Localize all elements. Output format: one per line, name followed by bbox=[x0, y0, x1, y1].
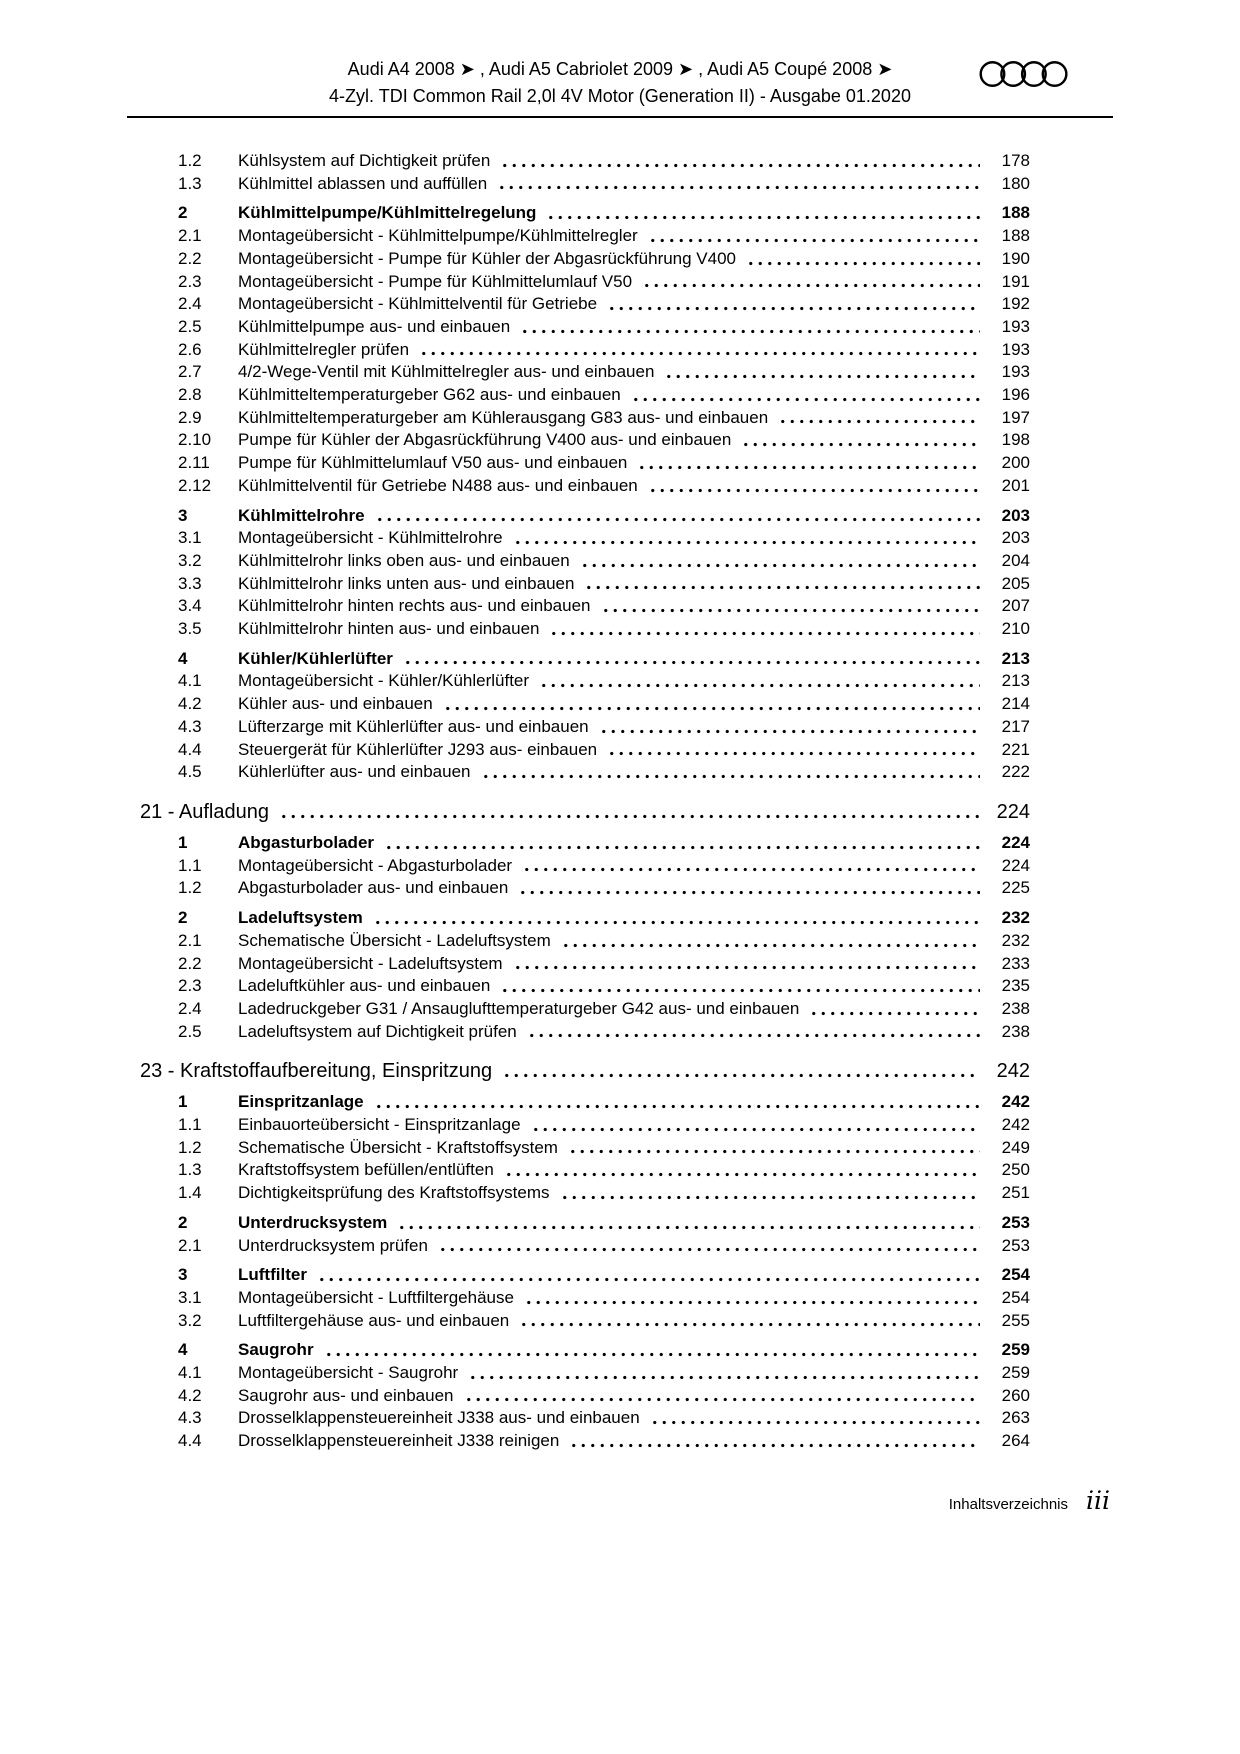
toc-entry-page: 217 bbox=[1001, 716, 1030, 736]
dot-leader bbox=[637, 452, 980, 475]
toc-entry-number: 3.4 bbox=[178, 596, 202, 616]
toc-entry-page: 180 bbox=[1001, 173, 1030, 193]
toc-entry-number: 2.3 bbox=[178, 271, 202, 291]
toc-entry-number: 2.5 bbox=[178, 316, 202, 336]
toc-chapter-row bbox=[140, 799, 1030, 825]
toc-row bbox=[178, 716, 1030, 739]
toc-entry-page: 251 bbox=[1001, 1183, 1030, 1203]
toc-entry-title: Luftfiltergehäuse aus- und einbauen bbox=[238, 1310, 510, 1330]
toc-row bbox=[178, 953, 1030, 976]
footer-label: Inhaltsverzeichnis bbox=[948, 1496, 1068, 1513]
toc-entry-page: 188 bbox=[1001, 203, 1030, 223]
toc-entry-number: 1 bbox=[178, 1092, 188, 1112]
toc-entry-title: 4/2-Wege-Ventil mit Kühlmittelregler aus- und einbauen bbox=[238, 362, 655, 382]
toc-chapter-title: 23 - Kraftstoffaufbereitung, Einspritzung bbox=[140, 1060, 493, 1083]
toc-entry-page: 210 bbox=[1001, 619, 1030, 639]
toc-entry-number: 4.3 bbox=[178, 1408, 202, 1428]
toc-entry-number: 4.1 bbox=[178, 671, 202, 691]
toc-entry-number: 2 bbox=[178, 203, 188, 223]
dot-leader bbox=[569, 1430, 980, 1453]
toc-row bbox=[178, 1339, 1030, 1362]
toc-entry-title: Dichtigkeitsprüfung des Kraftstoffsystems bbox=[238, 1183, 550, 1203]
toc-entry-page: 193 bbox=[1001, 316, 1030, 336]
toc-entry-title: Ladeluftsystem bbox=[238, 908, 363, 928]
dot-leader bbox=[502, 1058, 980, 1084]
toc-row bbox=[178, 1430, 1030, 1453]
dot-leader bbox=[601, 595, 981, 618]
toc-row bbox=[178, 907, 1030, 930]
toc-row bbox=[178, 1114, 1030, 1137]
toc-entry-title: Kühler aus- und einbauen bbox=[238, 694, 433, 714]
dot-leader bbox=[561, 930, 980, 953]
toc-row bbox=[178, 998, 1030, 1021]
toc-entry-number: 4 bbox=[178, 648, 188, 668]
dot-leader bbox=[664, 361, 980, 384]
dot-leader bbox=[809, 998, 980, 1021]
toc-row bbox=[178, 693, 1030, 716]
dot-leader bbox=[504, 1159, 980, 1182]
toc-entry-page: 225 bbox=[1001, 878, 1030, 898]
toc-row bbox=[178, 930, 1030, 953]
toc-entry-title: Kühlmittelventil für Getriebe N488 aus- und einbauen bbox=[238, 475, 638, 495]
toc-entry-number: 2 bbox=[178, 1212, 188, 1232]
toc-entry-number: 1.1 bbox=[178, 855, 202, 875]
toc-entry-number: 2.4 bbox=[178, 294, 202, 314]
toc-entry-title: Montageübersicht - Kühlmittelrohre bbox=[238, 528, 503, 548]
toc-entry-number: 2.5 bbox=[178, 1021, 202, 1041]
toc-entry-title: Montageübersicht - Pumpe für Kühlmittelumlauf V50 bbox=[238, 271, 633, 291]
dot-leader bbox=[375, 505, 980, 528]
toc-row bbox=[178, 339, 1030, 362]
toc-row bbox=[178, 595, 1030, 618]
toc-entry-title: Montageübersicht - Kühlmittelpumpe/Kühlmittelregler bbox=[238, 226, 638, 246]
toc-entry-page: 238 bbox=[1001, 998, 1030, 1018]
toc-entry-page: 204 bbox=[1001, 550, 1030, 570]
toc-entry-title: Einbauorteübersicht - Einspritzanlage bbox=[238, 1115, 521, 1135]
dot-leader bbox=[513, 527, 980, 550]
toc-row bbox=[178, 648, 1030, 671]
toc-entry-title: Montageübersicht - Abgasturbolader bbox=[238, 855, 513, 875]
toc-entry-page: 197 bbox=[1001, 407, 1030, 427]
toc-row bbox=[178, 452, 1030, 475]
dot-leader bbox=[607, 293, 980, 316]
toc-entry-page: 201 bbox=[1001, 475, 1030, 495]
toc-entry-page: 192 bbox=[1001, 294, 1030, 314]
toc-entry-page: 178 bbox=[1001, 151, 1030, 170]
toc-row bbox=[178, 429, 1030, 452]
toc-entry-number: 2.2 bbox=[178, 248, 202, 268]
dot-leader bbox=[778, 407, 980, 430]
toc-entry-number: 1.2 bbox=[178, 878, 202, 898]
toc-entry-title: Kühlmittelrohr links oben aus- und einbauen bbox=[238, 550, 570, 570]
dot-leader bbox=[374, 1091, 980, 1114]
footer-page-number: iii bbox=[1086, 1486, 1110, 1515]
toc-entry-title: Pumpe für Kühlmittelumlauf V50 aus- und einbauen bbox=[238, 453, 628, 473]
dot-leader bbox=[642, 271, 980, 294]
toc-entry-number: 3 bbox=[178, 1265, 188, 1285]
toc-entry-title: Kühlmittelpumpe aus- und einbauen bbox=[238, 316, 511, 336]
dot-leader bbox=[324, 1339, 980, 1362]
dot-leader bbox=[419, 339, 980, 362]
toc-entry-page: 250 bbox=[1001, 1160, 1030, 1180]
toc-entry-number: 4.3 bbox=[178, 716, 202, 736]
toc-entry-number: 2.10 bbox=[178, 430, 212, 450]
toc-entry-page: 264 bbox=[1001, 1431, 1030, 1451]
toc-entry-title: Luftfilter bbox=[238, 1265, 307, 1285]
toc-row bbox=[178, 361, 1030, 384]
toc-row bbox=[178, 293, 1030, 316]
toc-entry-page: 238 bbox=[1001, 1021, 1030, 1041]
toc-entry-title: Saugrohr aus- und einbauen bbox=[238, 1385, 454, 1405]
toc-entry-title: Drosselklappensteuereinheit J338 reinigen bbox=[238, 1431, 560, 1451]
dot-leader bbox=[650, 1407, 980, 1430]
toc-entry-title: Saugrohr bbox=[238, 1340, 314, 1360]
toc-entry-page: 259 bbox=[1001, 1363, 1030, 1383]
page-footer bbox=[949, 1486, 1110, 1515]
dot-leader bbox=[443, 693, 980, 716]
toc-entry-page: 203 bbox=[1001, 505, 1030, 525]
toc-entry-title: Montageübersicht - Kühler/Kühlerlüfter bbox=[238, 671, 530, 691]
toc-row bbox=[178, 1362, 1030, 1385]
toc-entry-number: 2.1 bbox=[178, 930, 202, 950]
toc-entry-number: 2.4 bbox=[178, 998, 202, 1018]
toc-entry-title: Unterdrucksystem prüfen bbox=[238, 1235, 428, 1255]
toc-row bbox=[178, 1091, 1030, 1114]
dot-leader bbox=[527, 1021, 980, 1044]
toc-entry-number: 3.3 bbox=[178, 573, 202, 593]
toc-chapter-title: 21 - Aufladung bbox=[140, 800, 269, 823]
toc-row bbox=[178, 271, 1030, 294]
toc-entry-page: 213 bbox=[1001, 648, 1030, 668]
toc-entry-title: Montageübersicht - Kühlmittelventil für Getriebe bbox=[238, 294, 598, 314]
toc-entry-page: 213 bbox=[1001, 671, 1030, 691]
toc-entry-page: 260 bbox=[1001, 1385, 1030, 1405]
toc-entry-page: 198 bbox=[1001, 430, 1030, 450]
toc-entry-title: Pumpe für Kühler der Abgasrückführung V400 aus- und einbauen bbox=[238, 430, 732, 450]
dot-leader bbox=[500, 975, 980, 998]
toc-entry-number: 2.9 bbox=[178, 407, 202, 427]
toc-entry-title: Montageübersicht - Saugrohr bbox=[238, 1363, 459, 1383]
toc-entry-number: 4.5 bbox=[178, 762, 202, 782]
toc-entry-title: Kraftstoffsystem befüllen/entlüften bbox=[238, 1160, 494, 1180]
dot-leader bbox=[384, 832, 980, 855]
toc-entry-page: 196 bbox=[1001, 385, 1030, 405]
toc-entry-title: Kühlsystem auf Dichtigkeit prüfen bbox=[238, 151, 491, 170]
toc-entry-page: 193 bbox=[1001, 362, 1030, 382]
dot-leader bbox=[468, 1362, 980, 1385]
dot-leader bbox=[397, 1212, 980, 1235]
toc-row bbox=[178, 855, 1030, 878]
toc-entry-title: Kühlmittel ablassen und auffüllen bbox=[238, 173, 488, 193]
toc-entry-number: 4.1 bbox=[178, 1363, 202, 1383]
toc-entry-number: 1.1 bbox=[178, 1115, 202, 1135]
toc-entry-title: Ladedruckgeber G31 / Ansauglufttemperaturgeber G42 aus- und einbauen bbox=[238, 998, 800, 1018]
dot-leader bbox=[560, 1182, 981, 1205]
toc-entry-page: 224 bbox=[1001, 832, 1030, 852]
dot-leader bbox=[279, 799, 980, 825]
toc-row bbox=[178, 573, 1030, 596]
toc-entry-title: Ladeluftkühler aus- und einbauen bbox=[238, 976, 491, 996]
toc-row bbox=[178, 173, 1030, 196]
toc-entry-page: 253 bbox=[1001, 1235, 1030, 1255]
toc-entry-page: 259 bbox=[1001, 1340, 1030, 1360]
dot-leader bbox=[549, 618, 980, 641]
toc-entry-number: 3.1 bbox=[178, 1287, 202, 1307]
toc-entry-number: 2.12 bbox=[178, 475, 212, 495]
dot-leader bbox=[746, 248, 980, 271]
toc-entry-title: Montageübersicht - Ladeluftsystem bbox=[238, 953, 503, 973]
toc-entry-number: 4.4 bbox=[178, 739, 202, 759]
dot-leader bbox=[524, 1287, 980, 1310]
audi-rings-icon bbox=[976, 58, 1072, 90]
toc-entry-title: Ladeluftsystem auf Dichtigkeit prüfen bbox=[238, 1021, 517, 1041]
toc-row bbox=[178, 618, 1030, 641]
toc-entry-title: Lüfterzarge mit Kühlerlüfter aus- und einbauen bbox=[238, 716, 589, 736]
toc-row bbox=[178, 1182, 1030, 1205]
toc-row bbox=[178, 527, 1030, 550]
toc-entry-number: 3.2 bbox=[178, 550, 202, 570]
toc-row bbox=[178, 475, 1030, 498]
dot-leader bbox=[518, 877, 980, 900]
dot-leader bbox=[580, 550, 980, 573]
toc-row bbox=[178, 1235, 1030, 1258]
toc-list bbox=[140, 150, 1030, 1453]
toc-entry-number: 4.4 bbox=[178, 1431, 202, 1451]
page-header bbox=[127, 56, 1113, 110]
toc-entry-number: 1.2 bbox=[178, 1137, 202, 1157]
toc-entry-page: 255 bbox=[1001, 1310, 1030, 1330]
toc-entry-number: 3.1 bbox=[178, 528, 202, 548]
toc-row bbox=[178, 248, 1030, 271]
dot-leader bbox=[607, 739, 980, 762]
toc-row bbox=[178, 202, 1030, 225]
toc-entry-title: Kühlmittelregler prüfen bbox=[238, 339, 410, 359]
toc-row bbox=[178, 1287, 1030, 1310]
toc-entry-title: Einspritzanlage bbox=[238, 1092, 364, 1112]
toc-entry-page: 235 bbox=[1001, 976, 1030, 996]
toc-entry-page: 242 bbox=[1001, 1115, 1030, 1135]
toc-row bbox=[178, 975, 1030, 998]
toc-entry-title: Steuergerät für Kühlerlüfter J293 aus- einbauen bbox=[238, 739, 598, 759]
toc-entry-page: 242 bbox=[996, 1060, 1030, 1083]
dot-leader bbox=[539, 670, 980, 693]
toc-entry-page: 193 bbox=[1001, 339, 1030, 359]
dot-leader bbox=[497, 173, 980, 196]
toc-row bbox=[178, 384, 1030, 407]
toc-row bbox=[178, 316, 1030, 339]
dot-leader bbox=[522, 855, 980, 878]
toc-entry-page: 232 bbox=[1001, 908, 1030, 928]
toc-entry-title: Kühlmitteltemperaturgeber am Kühlerausgang G83 aus- und einbauen bbox=[238, 407, 769, 427]
toc-row bbox=[178, 1407, 1030, 1430]
toc-entry-page: 200 bbox=[1001, 453, 1030, 473]
dot-leader bbox=[317, 1264, 980, 1287]
toc-row bbox=[178, 739, 1030, 762]
dot-leader bbox=[546, 202, 980, 225]
toc-row bbox=[178, 505, 1030, 528]
dot-leader bbox=[438, 1235, 980, 1258]
dot-leader bbox=[403, 648, 980, 671]
toc-entry-title: Kühlmittelrohr hinten rechts aus- und einbauen bbox=[238, 596, 591, 616]
dot-leader bbox=[631, 384, 980, 407]
dot-leader bbox=[568, 1137, 980, 1160]
dot-leader bbox=[519, 1310, 980, 1333]
dot-leader bbox=[513, 953, 980, 976]
toc-entry-title: Kühler/Kühlerlüfter bbox=[238, 648, 393, 668]
toc-entry-page: 224 bbox=[1001, 855, 1030, 875]
toc-entry-page: 242 bbox=[1001, 1092, 1030, 1112]
toc-entry-title: Kühlmitteltemperaturgeber G62 aus- und einbauen bbox=[238, 385, 621, 405]
dot-leader bbox=[741, 429, 980, 452]
toc-entry-page: 190 bbox=[1001, 248, 1030, 268]
toc-entry-number: 2.2 bbox=[178, 953, 202, 973]
dot-leader bbox=[464, 1385, 981, 1408]
toc-entry-title: Kühlerlüfter aus- und einbauen bbox=[238, 762, 471, 782]
toc-entry-page: 188 bbox=[1001, 226, 1030, 246]
toc-entry-page: 254 bbox=[1001, 1265, 1030, 1285]
toc-entry-page: 233 bbox=[1001, 953, 1030, 973]
toc-entry-number: 2.3 bbox=[178, 976, 202, 996]
toc-entry-title: Kühlmittelrohr hinten aus- und einbauen bbox=[238, 619, 540, 639]
toc-entry-page: 232 bbox=[1001, 930, 1030, 950]
dot-leader bbox=[648, 225, 980, 248]
toc-row bbox=[178, 1385, 1030, 1408]
toc-row bbox=[178, 1310, 1030, 1333]
toc-entry-page: 249 bbox=[1001, 1137, 1030, 1157]
toc-entry-number: 1.2 bbox=[178, 151, 202, 170]
toc-entry-page: 253 bbox=[1001, 1212, 1030, 1232]
toc-row bbox=[178, 761, 1030, 784]
dot-leader bbox=[648, 475, 980, 498]
toc-chapter-row bbox=[140, 1058, 1030, 1084]
toc-entry-page: 224 bbox=[996, 800, 1030, 823]
header-engine-line: 4-Zyl. TDI Common Rail 2,0l 4V Motor (Generation II) - Ausgabe 01.2020 bbox=[329, 86, 911, 106]
toc-entry-title: Schematische Übersicht - Ladeluftsystem bbox=[238, 930, 551, 950]
toc-entry-page: 221 bbox=[1001, 739, 1030, 759]
toc-entry-page: 205 bbox=[1001, 573, 1030, 593]
toc-row bbox=[178, 1264, 1030, 1287]
toc-row bbox=[178, 1159, 1030, 1182]
toc-row bbox=[178, 150, 1030, 173]
toc-entry-title: Kühlmittelrohre bbox=[238, 505, 365, 525]
dot-leader bbox=[373, 907, 980, 930]
toc-entry-title: Drosselklappensteuereinheit J338 aus- und einbauen bbox=[238, 1408, 640, 1428]
toc-entry-number: 4 bbox=[178, 1340, 188, 1360]
toc-entry-number: 2.1 bbox=[178, 1235, 202, 1255]
toc-entry-title: Kühlmittelrohr links unten aus- und einbauen bbox=[238, 573, 575, 593]
toc-row bbox=[178, 1021, 1030, 1044]
toc-entry-number: 1.3 bbox=[178, 173, 202, 193]
dot-leader bbox=[584, 573, 980, 596]
toc-entry-number: 3 bbox=[178, 505, 188, 525]
toc-entry-page: 203 bbox=[1001, 528, 1030, 548]
toc-row bbox=[178, 670, 1030, 693]
toc-entry-number: 2.1 bbox=[178, 226, 202, 246]
dot-leader bbox=[599, 716, 980, 739]
toc-entry-number: 3.5 bbox=[178, 619, 202, 639]
toc-entry-page: 214 bbox=[1001, 694, 1030, 714]
toc-entry-number: 1 bbox=[178, 832, 188, 852]
toc-entry-number: 4.2 bbox=[178, 1385, 202, 1405]
toc-row bbox=[178, 550, 1030, 573]
toc-entry-page: 263 bbox=[1001, 1408, 1030, 1428]
toc-entry-page: 207 bbox=[1001, 596, 1030, 616]
dot-leader bbox=[481, 761, 981, 784]
toc-row bbox=[178, 832, 1030, 855]
toc-row bbox=[178, 1137, 1030, 1160]
toc-row bbox=[178, 1212, 1030, 1235]
toc-row bbox=[178, 877, 1030, 900]
toc-entry-number: 2.8 bbox=[178, 385, 202, 405]
dot-leader bbox=[500, 150, 980, 173]
toc-entry-title: Kühlmittelpumpe/Kühlmittelregelung bbox=[238, 203, 537, 223]
toc-entry-title: Abgasturbolader aus- und einbauen bbox=[238, 878, 509, 898]
toc-entry-number: 2.7 bbox=[178, 362, 202, 382]
toc-entry-number: 4.2 bbox=[178, 694, 202, 714]
toc-entry-number: 1.3 bbox=[178, 1160, 202, 1180]
toc-entry-title: Montageübersicht - Luftfiltergehäuse bbox=[238, 1287, 514, 1307]
toc-entry-page: 222 bbox=[1001, 762, 1030, 782]
toc-entry-number: 2.6 bbox=[178, 339, 202, 359]
header-divider bbox=[127, 116, 1113, 118]
toc-entry-title: Schematische Übersicht - Kraftstoffsystem bbox=[238, 1137, 558, 1157]
toc-entry-title: Montageübersicht - Pumpe für Kühler der Abgasrückführung V400 bbox=[238, 248, 737, 268]
dot-leader bbox=[520, 316, 980, 339]
toc-entry-page: 254 bbox=[1001, 1287, 1030, 1307]
toc-entry-number: 2 bbox=[178, 908, 188, 928]
toc-entry-title: Abgasturbolader bbox=[238, 832, 375, 852]
toc-entry-number: 1.4 bbox=[178, 1183, 202, 1203]
toc-entry-title: Unterdrucksystem bbox=[238, 1212, 388, 1232]
toc-entry-page: 191 bbox=[1001, 271, 1030, 291]
toc-entry-number: 3.2 bbox=[178, 1310, 202, 1330]
toc-row bbox=[178, 407, 1030, 430]
header-models-line: Audi A4 2008 ➤ , Audi A5 Cabriolet 2009 ➤ , Audi A5 Coupé 2008 ➤ bbox=[347, 59, 893, 79]
toc-entry-number: 2.11 bbox=[178, 453, 210, 473]
dot-leader bbox=[531, 1114, 980, 1137]
toc-row bbox=[178, 225, 1030, 248]
